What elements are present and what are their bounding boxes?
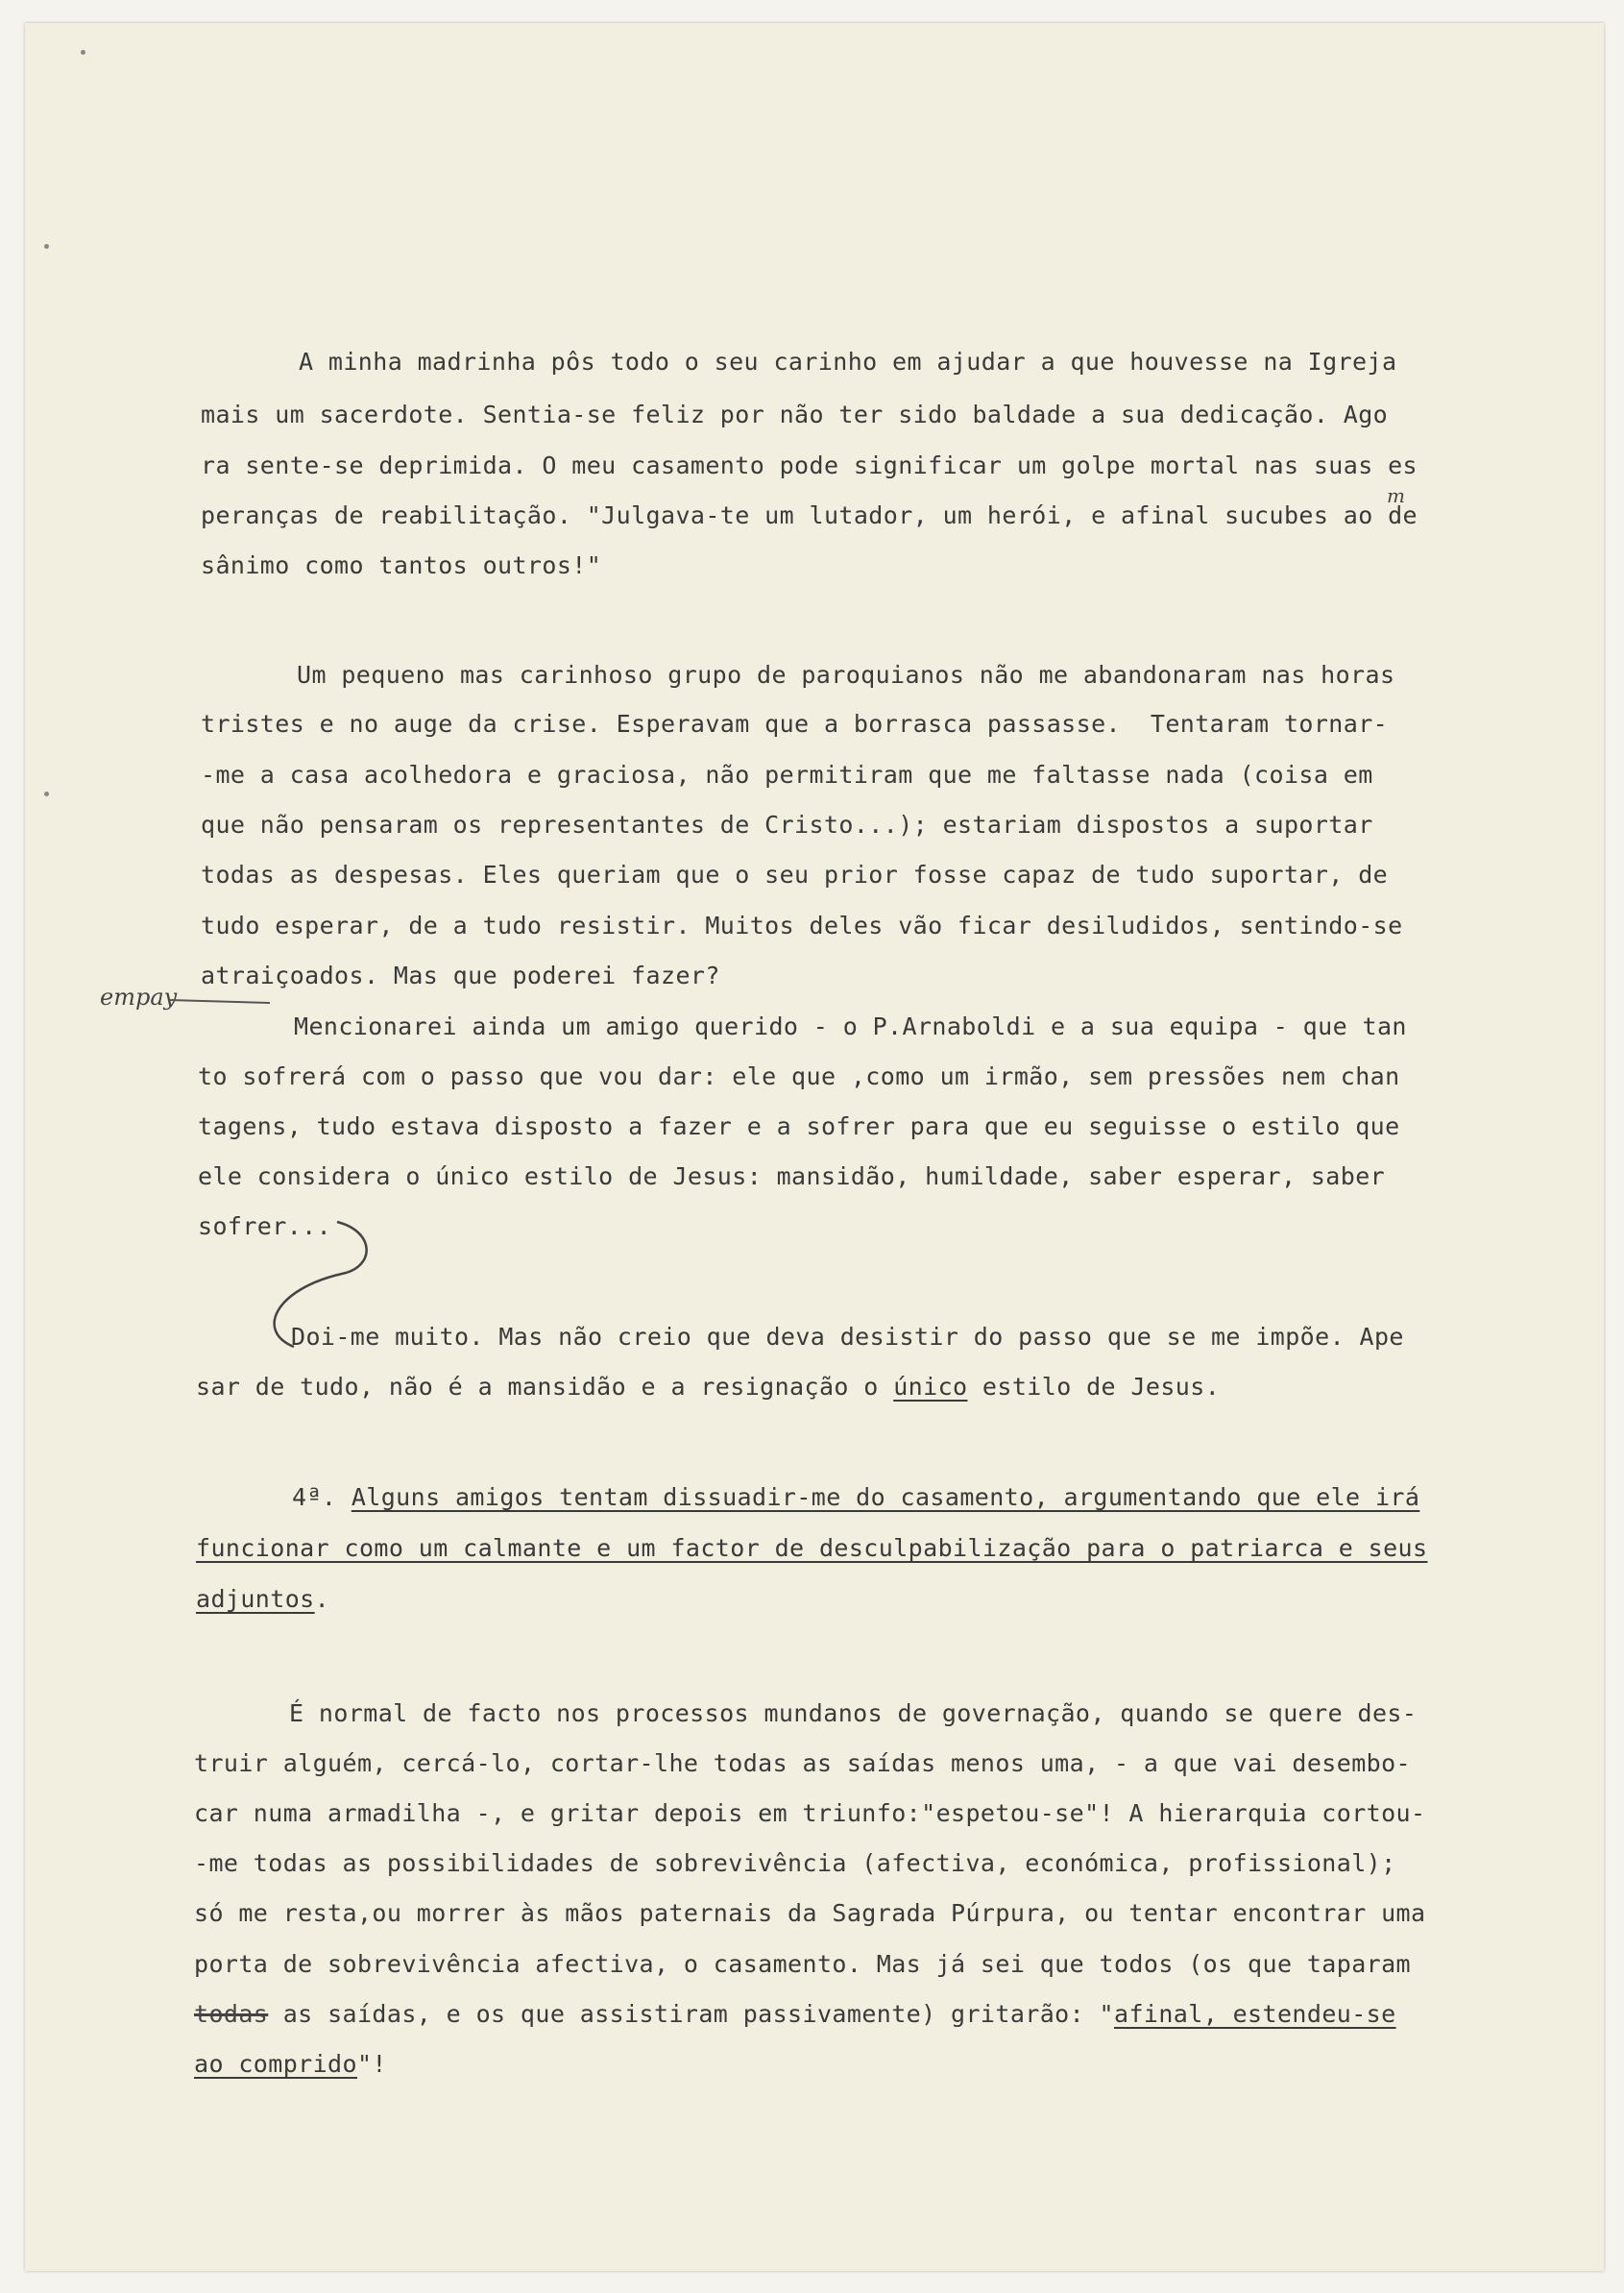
text-line: só me resta,ou morrer às mãos paternais da Sagrada Púrpura, ou tentar encontrar uma bbox=[194, 1899, 1426, 1927]
text-segment: as saídas, e os que assistiram passivamente) gritarão: " bbox=[268, 2000, 1114, 2028]
text-line: tristes e no auge da crise. Esperavam que a borrasca passasse. Tentaram tornar- bbox=[201, 710, 1389, 738]
text-segment: estilo de Jesus. bbox=[967, 1373, 1221, 1401]
text-segment: "! bbox=[356, 2050, 387, 2078]
text-line: -me a casa acolhedora e graciosa, não permitiram que me faltasse nada (coisa em bbox=[201, 761, 1373, 789]
handwritten-correction: m bbox=[1387, 484, 1405, 507]
handwritten-margin-note: empay bbox=[100, 984, 178, 1011]
text-line: sofrer... bbox=[198, 1212, 332, 1240]
text-line: todas as despesas. Eles queriam que o seu prior fosse capaz de tudo suportar, de bbox=[201, 861, 1389, 889]
underlined-word: único bbox=[893, 1373, 968, 1401]
text-line: to sofrerá com o passo que vou dar: ele que ,como um irmão, sem pressões nem chan bbox=[198, 1062, 1400, 1090]
text-line bbox=[196, 1373, 1220, 1402]
underlined-text-line: funcionar como um calmante e um factor de desculpabilização para o patriarca e seus bbox=[196, 1534, 1428, 1562]
item-number: 4ª. bbox=[292, 1483, 351, 1511]
text-line: sânimo como tantos outros!" bbox=[201, 551, 602, 579]
text-segment: . bbox=[314, 1585, 330, 1613]
text-line bbox=[194, 2050, 387, 2079]
text-line: car numa armadilha -, e gritar depois em triunfo:"espetou-se"! A hierarquia cortou- bbox=[194, 1799, 1426, 1827]
text-line: atraiçoados. Mas que poderei fazer? bbox=[201, 962, 720, 989]
text-line: ele considera o único estilo de Jesus: mansidão, humildade, saber esperar, saber bbox=[198, 1162, 1386, 1190]
text-line: É normal de facto nos processos mundanos de governação, quando se quere des- bbox=[289, 1699, 1418, 1727]
text-line: mais um sacerdote. Sentia-se feliz por não ter sido baldade a sua dedicação. Ago bbox=[201, 401, 1389, 428]
text-line bbox=[196, 1585, 329, 1614]
text-line: porta de sobrevivência afectiva, o casamento. Mas já sei que todos (os que taparam bbox=[194, 1950, 1412, 1978]
underlined-text: adjuntos bbox=[196, 1585, 315, 1613]
text-line: A minha madrinha pôs todo o seu carinho em ajudar a que houvesse na Igreja bbox=[299, 348, 1397, 376]
text-line: ra sente-se deprimida. O meu casamento pode significar um golpe mortal nas suas es bbox=[201, 451, 1418, 479]
text-line: Mencionarei ainda um amigo querido - o P.Arnaboldi e a sua equipa - que tan bbox=[294, 1012, 1407, 1040]
text-line: Um pequeno mas carinhoso grupo de paroquianos não me abandonaram nas horas bbox=[297, 661, 1395, 689]
text-line: tudo esperar, de a tudo resistir. Muitos deles vão ficar desiludidos, sentindo-se bbox=[201, 912, 1403, 939]
text-segment: sar de tudo, não é a mansidão e a resignação o bbox=[196, 1373, 894, 1401]
underlined-text: afinal, estendeu-se bbox=[1114, 2000, 1396, 2028]
text-line: Doi-me muito. Mas não creio que deva desistir do passo que se me impõe. Ape bbox=[291, 1323, 1404, 1351]
typewritten-text bbox=[25, 23, 1604, 2271]
underlined-text: Alguns amigos tentam dissuadir-me do casamento, argumentando que ele irá bbox=[351, 1483, 1420, 1511]
document-page bbox=[25, 23, 1604, 2271]
text-line: que não pensaram os representantes de Cristo...); estariam dispostos a suportar bbox=[201, 811, 1373, 839]
crossed-out-word: todas bbox=[194, 2000, 269, 2028]
text-line bbox=[194, 2000, 1396, 2029]
underlined-text: ao comprido bbox=[194, 2050, 357, 2078]
text-line: peranças de reabilitação. "Julgava-te um lutador, um herói, e afinal sucubes ao de bbox=[201, 501, 1418, 529]
numbered-heading-line bbox=[292, 1483, 1419, 1512]
text-line: truir alguém, cercá-lo, cortar-lhe todas as saídas menos uma, - a que vai desembo- bbox=[194, 1749, 1412, 1777]
text-line: -me todas as possibilidades de sobrevivência (afectiva, económica, profissional); bbox=[194, 1849, 1396, 1877]
text-line: tagens, tudo estava disposto a fazer e a sofrer para que eu seguisse o estilo que bbox=[198, 1112, 1400, 1140]
